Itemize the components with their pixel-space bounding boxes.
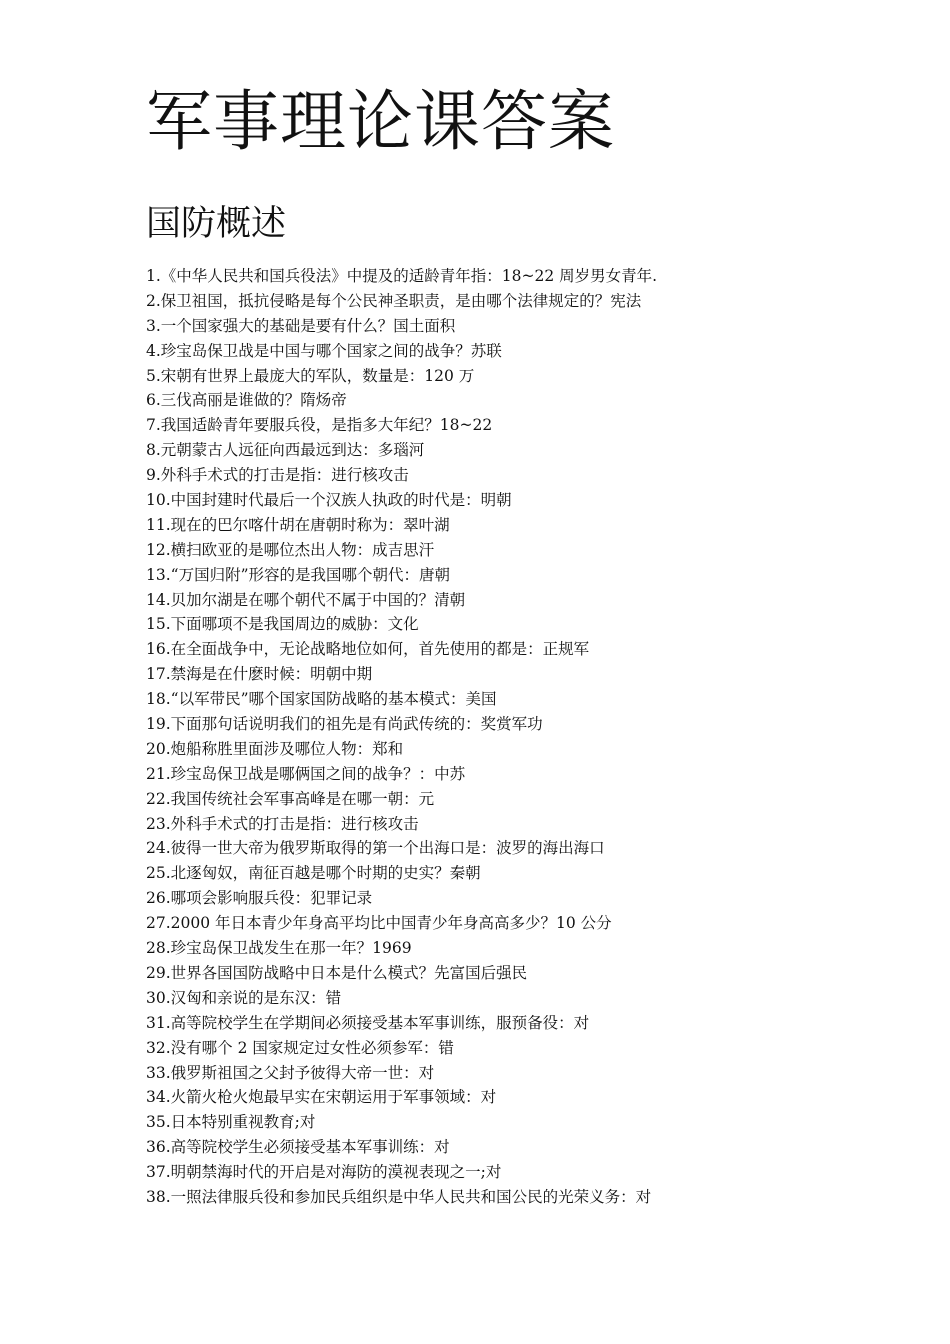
list-item: 29.世界各国国防战略中日本是什么模式？先富国后强民 xyxy=(146,963,528,982)
list-item: 20.炮船称胜里面涉及哪位人物：郑和 xyxy=(146,739,404,758)
list-item: 37.明朝禁海时代的开启是对海防的漠视表现之一;对 xyxy=(146,1163,502,1182)
list-item: 23.外科手术式的打击是指：进行核攻击 xyxy=(146,814,419,833)
list-item: 30.汉匈和亲说的是东汉：错 xyxy=(146,988,342,1007)
list-item: 9.外科手术式的打击是指：进行核攻击 xyxy=(146,466,409,485)
section-heading: 国防概述 xyxy=(146,204,287,244)
list-item: 15.下面哪项不是我国周边的威胁：文化 xyxy=(146,615,419,634)
qa-list xyxy=(146,264,866,1210)
list-item: 33.俄罗斯祖国之父封予彼得大帝一世：对 xyxy=(146,1063,435,1082)
list-item: 38.一照法律服兵役和参加民兵组织是中华人民共和国公民的光荣义务：对 xyxy=(146,1187,652,1206)
list-item: 8.元朝蒙古人远征向西最远到达：多瑙河 xyxy=(146,441,425,460)
list-item: 31.高等院校学生在学期间必须接受基本军事训练，服预备役：对 xyxy=(146,1013,590,1032)
list-item: 21.珍宝岛保卫战是哪俩国之间的战争？：中苏 xyxy=(146,764,466,783)
list-item: 16.在全面战争中，无论战略地位如何，首先使用的都是：正规军 xyxy=(146,640,590,659)
list-item: 17.禁海是在什麽时候：明朝中期 xyxy=(146,665,373,684)
list-item: 34.火箭火枪火炮最早实在宋朝运用于军事领域：对 xyxy=(146,1088,497,1107)
list-item: 36.高等院校学生必须接受基本军事训练：对 xyxy=(146,1138,450,1157)
list-item: 12.横扫欧亚的是哪位杰出人物：成吉思汗 xyxy=(146,540,435,559)
list-item: 25.北逐匈奴，南征百越是哪个时期的史实？秦朝 xyxy=(146,864,481,883)
list-item: 4.珍宝岛保卫战是中国与哪个国家之间的战争？苏联 xyxy=(146,341,502,360)
list-item: 18.“以军带民”哪个国家国防战略的基本模式：美国 xyxy=(146,690,497,709)
list-item: 28.珍宝岛保卫战发生在那一年？1969 xyxy=(146,939,412,958)
list-item: 35.日本特别重视教育;对 xyxy=(146,1113,316,1132)
document-title: 军事理论课答案 xyxy=(146,83,615,160)
list-item: 10.中国封建时代最后一个汉族人执政的时代是：明朝 xyxy=(146,491,512,510)
list-item: 14.贝加尔湖是在哪个朝代不属于中国的？清朝 xyxy=(146,590,466,609)
list-item: 11.现在的巴尔喀什胡在唐朝时称为：翠叶湖 xyxy=(146,515,450,534)
list-item: 32.没有哪个 2 国家规定过女性必须参军：错 xyxy=(146,1038,454,1057)
list-item: 24.彼得一世大帝为俄罗斯取得的第一个出海口是：波罗的海出海口 xyxy=(146,839,605,858)
list-item: 3.一个国家强大的基础是要有什么？国土面积 xyxy=(146,316,456,335)
list-item: 6.三伐高丽是谁做的？隋炀帝 xyxy=(146,391,347,410)
list-item: 1.《中华人民共和国兵役法》中提及的适龄青年指：18~22 周岁男女青年. xyxy=(146,267,658,285)
list-item: 13.“万国归附”形容的是我国哪个朝代：唐朝 xyxy=(146,565,450,584)
list-item: 5.宋朝有世界上最庞大的军队，数量是：120 万 xyxy=(146,366,475,385)
list-item: 2.保卫祖国，抵抗侵略是每个公民神圣职责，是由哪个法律规定的？宪法 xyxy=(146,291,642,310)
list-item: 19.下面那句话说明我们的祖先是有尚武传统的：奖赏军功 xyxy=(146,715,543,734)
list-item: 7.我国适龄青年要服兵役，是指多大年纪？18~22 xyxy=(146,416,493,435)
list-item: 22.我国传统社会军事高峰是在哪一朝：元 xyxy=(146,789,435,808)
list-item: 26.哪项会影响服兵役：犯罪记录 xyxy=(146,889,373,908)
list-item: 27.2000 年日本青少年身高平均比中国青少年身高高多少？10 公分 xyxy=(146,914,612,933)
